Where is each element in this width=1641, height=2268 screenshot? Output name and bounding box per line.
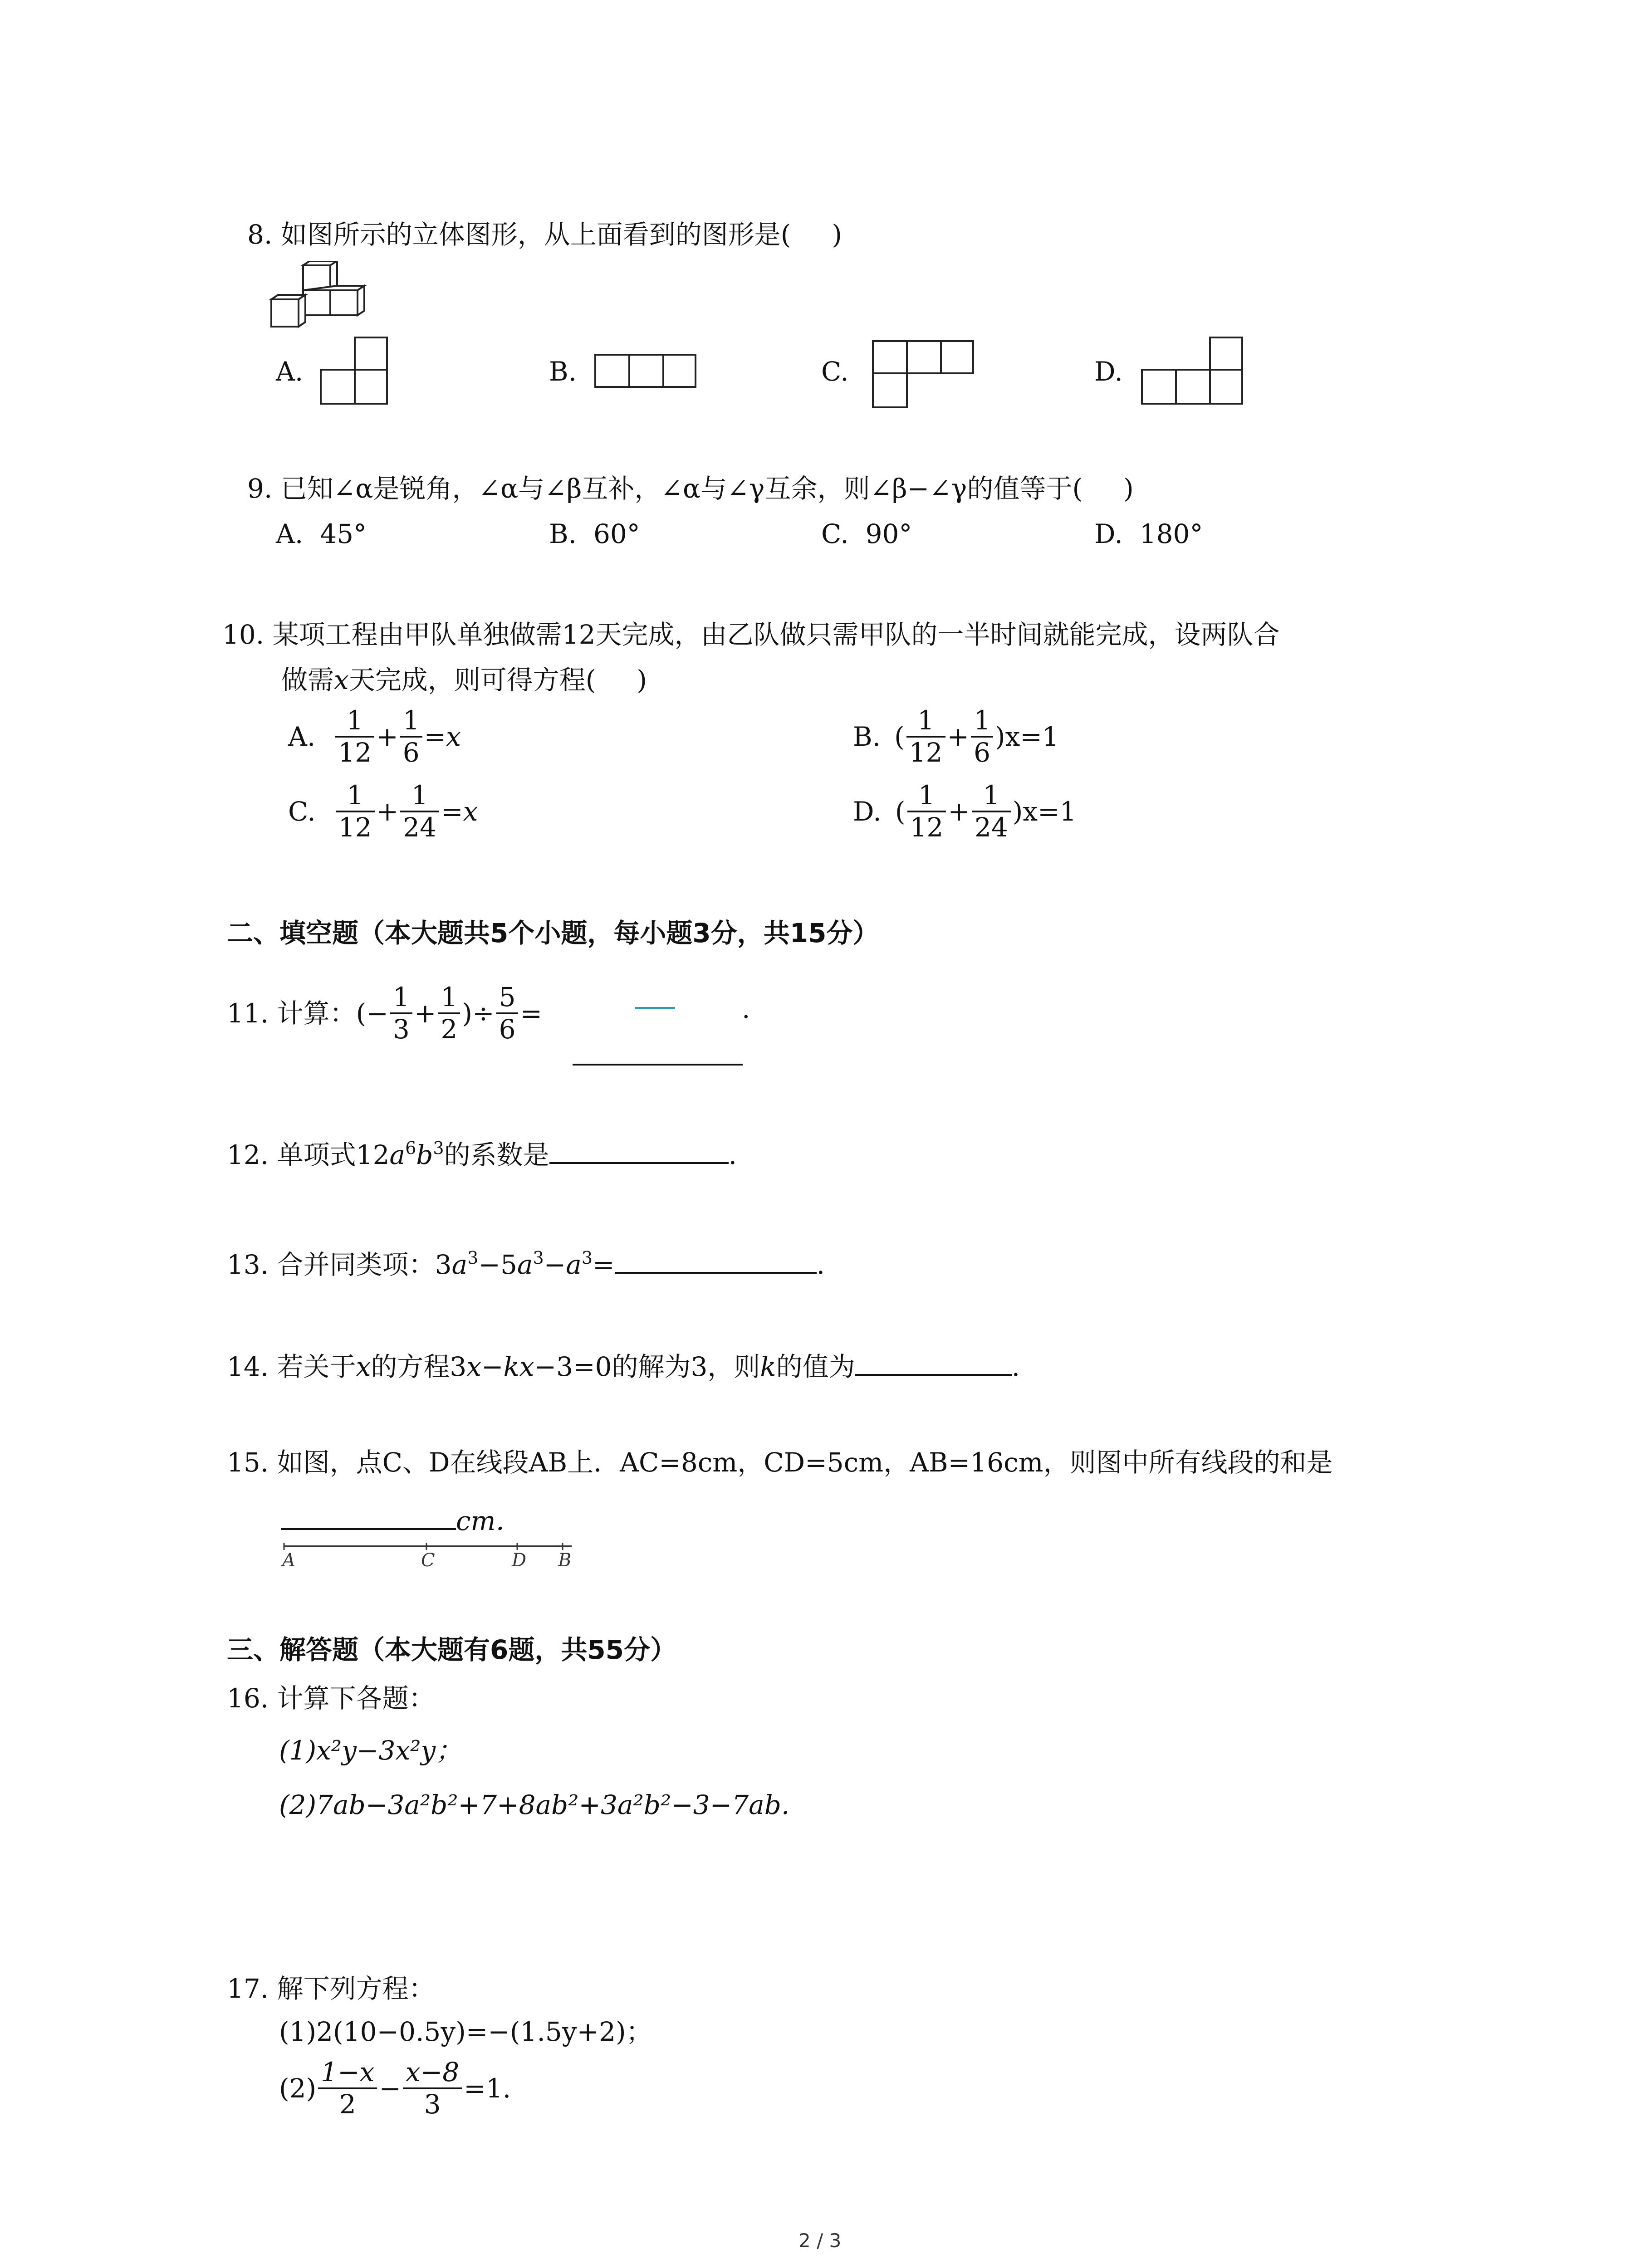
q8-option-d-figure — [1141, 337, 1243, 405]
point-b-label: B — [558, 1550, 572, 1571]
q11: 11. 计算：(− $\frac{1}{3}$ + $\frac{1}{2}$ )÷ $\frac{5}{6}$ = — [227, 982, 543, 1045]
q13-answer-blank[interactable] — [615, 1247, 817, 1274]
q15-answer-blank[interactable] — [281, 1504, 456, 1530]
q9-stem: 9. 已知∠α是锐角，∠α与∠β互补，∠α与∠γ互余，则∠β−∠γ的值等于( ) — [247, 473, 1134, 504]
q16-part2: (2)7ab−3a²b²+7+8ab²+3a²b²−3−7ab. — [279, 1789, 790, 1820]
q8-option-c-label: C. — [821, 356, 849, 387]
point-d-label: D — [512, 1550, 527, 1571]
q8-option-d-label: D. — [1094, 356, 1123, 387]
q8-option-c-figure — [872, 340, 974, 408]
q12: 12. 单项式$12a^6b^3$的系数是 . — [227, 1138, 737, 1170]
q8-option-b-label: B. — [549, 356, 577, 387]
q15-line1: 15. 如图，点C、D在线段AB上．AC=8cm，CD=5cm，AB=16cm，则图中所有线段的和是 — [227, 1447, 1333, 1478]
q8-option-b-figure — [594, 354, 696, 388]
point-a-label: A — [282, 1550, 295, 1571]
q10-option-d: D. ( $\frac{1}{12}$ + $\frac{1}{24}$ )x=1 — [853, 780, 1077, 843]
answer-dash-mark — [635, 1007, 675, 1009]
q9-option-b: B. 60° — [549, 518, 640, 549]
q14: 14. 若关于x的方程3x−kx−3=0的解为3，则k的值为 . — [227, 1349, 1020, 1380]
section-3-heading: 三、解答题（本大题有6题，共55分） — [227, 1634, 677, 1665]
q9-option-a: A. 45° — [276, 518, 367, 549]
q15-line2: cm． — [281, 1504, 522, 1534]
q9-option-c: C. 90° — [821, 518, 912, 549]
q10-line2: 做需x天完成，则可得方程( ) — [281, 665, 647, 695]
q8-stem: 8. 如图所示的立体图形，从上面看到的图形是( ) — [247, 219, 843, 250]
page-number: 2 / 3 — [798, 2229, 842, 2252]
q17-part1: (1)2(10−0.5y)=−(1.5y+2)； — [279, 2016, 652, 2047]
q17-title: 17. 解下列方程： — [227, 1973, 435, 2004]
segment-ab-figure — [281, 1540, 576, 1574]
q14-answer-blank[interactable] — [855, 1349, 1012, 1376]
point-c-label: C — [421, 1550, 435, 1571]
section-2-heading: 二、填空题（本大题共5个小题，每小题3分，共15分） — [227, 918, 879, 948]
q10-line1: 10. 某项工程由甲队单独做需12天完成，由乙队做只需甲队的一半时间就能完成，设两队合 — [222, 619, 1280, 650]
q17-part2: (2) $\frac{1-x}{2}$ − $\frac{x-8}{3}$ =1. — [279, 2057, 511, 2120]
q13: 13. 合并同类项：$3a^3-5a^3-a^3=$ . — [227, 1248, 825, 1280]
q16-part1: (1)x²y−3x²y； — [279, 1735, 462, 1766]
q8-option-a-label: A. — [276, 356, 304, 387]
q11-answer-blank[interactable] — [573, 1064, 743, 1066]
q9-option-d: D. 180° — [1094, 518, 1203, 549]
q10-option-c: C. $\frac{1}{12}$ + $\frac{1}{24}$ =x — [288, 780, 478, 843]
q10-option-b: B. ( $\frac{1}{12}$ + $\frac{1}{6}$ )x=1 — [853, 705, 1059, 768]
q16-title: 16. 计算下各题： — [227, 1683, 435, 1714]
cube-solid-figure — [267, 261, 367, 342]
q12-answer-blank[interactable] — [549, 1138, 729, 1164]
q8-option-a-figure — [320, 337, 388, 405]
q10-option-a: A. $\frac{1}{12}$ + $\frac{1}{6}$ =x — [288, 705, 461, 768]
q11-period: . — [742, 993, 750, 1024]
